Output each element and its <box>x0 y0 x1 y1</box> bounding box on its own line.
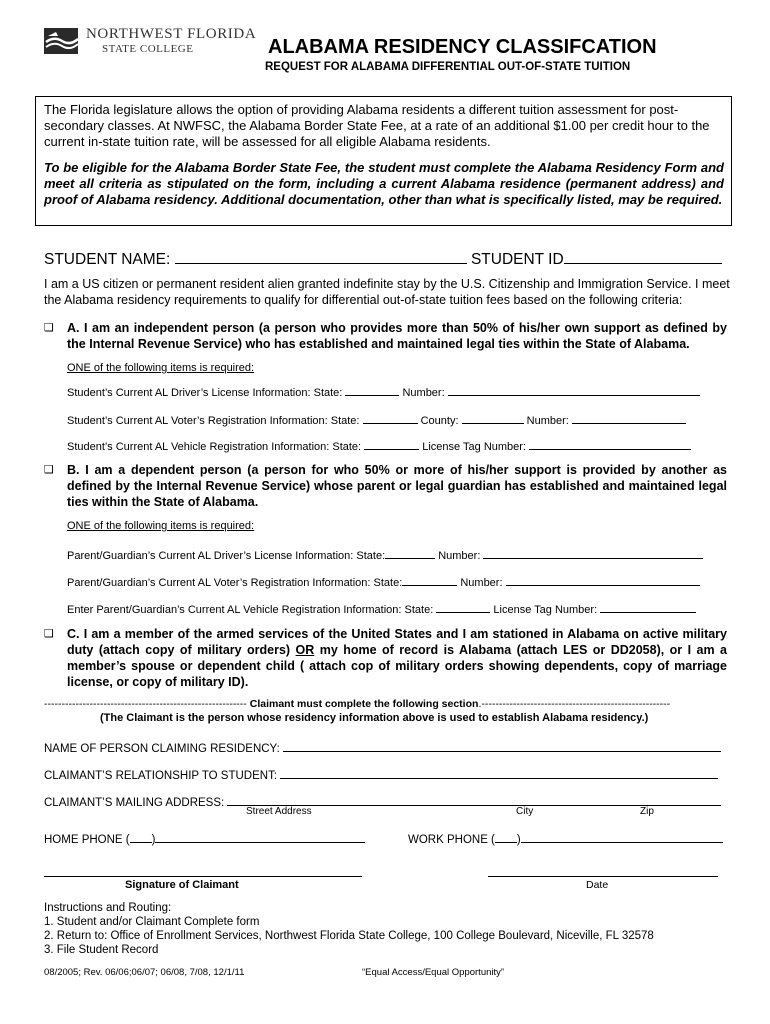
divider-dashes-left: ---------------------------------------------------------- <box>44 698 247 710</box>
number-field[interactable] <box>506 574 700 586</box>
section-b-text: B. I am a dependent person (a person for who 50% or more of his/her support is provided by another as defined by the Internal Revenue Service) whose parent or legal guardian has established and maintained legal ties within the State of Alabama. <box>67 463 727 509</box>
college-logo <box>44 24 257 64</box>
license-tag-field[interactable] <box>600 601 696 613</box>
claimant-address-row <box>44 794 721 809</box>
student-name-label: STUDENT NAME: <box>44 251 171 268</box>
row-label: Student’s Current AL Voter’s Registration Information: State: <box>67 415 360 427</box>
row-label: Number: <box>438 550 481 562</box>
city-caption: City <box>516 806 534 817</box>
row-label: License Tag Number: <box>493 604 598 616</box>
street-address-caption: Street Address <box>246 806 312 817</box>
state-field[interactable] <box>363 412 418 424</box>
state-field[interactable] <box>402 574 457 586</box>
checkbox-a[interactable]: ❑ <box>44 322 54 334</box>
logo-name-line1: NORTHWEST FLORIDA <box>86 26 257 42</box>
zip-caption: Zip <box>640 806 654 817</box>
revision-note: 08/2005; Rev. 06/06;06/07; 06/08, 7/08, 12/1/11 <box>44 967 245 978</box>
claimant-name-label: NAME OF PERSON CLAIMING RESIDENCY: <box>44 743 280 755</box>
form-title: ALABAMA RESIDENCY CLASSIFCATION <box>268 36 657 58</box>
row-label: Parent/Guardian’s Current AL Driver’s License Information: State: <box>67 550 386 562</box>
row-label: Number: <box>402 387 445 399</box>
claimant-address-field[interactable] <box>227 794 721 806</box>
college-logo-emblem-icon <box>44 28 84 56</box>
logo-name-line2: STATE COLLEGE <box>102 43 194 55</box>
work-phone-label: WORK PHONE ( <box>408 834 495 846</box>
divider-dashes-right: .------------------------------------------------------ <box>478 698 671 710</box>
checkbox-c[interactable]: ❑ <box>44 628 54 640</box>
section-a-text: A. I am an independent person (a person who provides more than 50% of his/her own support as defined by the Internal Revenue Service) who has established and maintained legal ties within the State of Alabama. <box>67 321 727 351</box>
student-id-field[interactable] <box>564 250 722 264</box>
section-c-part2: my home of record is Alabama (attach LES or DD2058), or I am a member’s spouse or dependent child ( attach cop of military orders showing dependents, copy of marriage license, or copy of military ID). <box>67 643 727 689</box>
section-b-row-2 <box>67 574 700 589</box>
section-a-row-1 <box>67 384 700 399</box>
row-label: Student’s Current AL Driver’s License Information: State: <box>67 387 343 399</box>
claimant-relationship-field[interactable] <box>280 767 718 779</box>
section-b-row-1 <box>67 547 703 562</box>
student-id-label: STUDENT ID <box>470 251 564 268</box>
checkbox-b[interactable]: ❑ <box>44 464 54 476</box>
state-field[interactable] <box>385 547 435 559</box>
equal-opportunity-note: “Equal Access/Equal Opportunity” <box>362 967 505 978</box>
home-area-code-field[interactable] <box>130 831 152 843</box>
paren-close: ) <box>516 834 521 846</box>
row-label: Enter Parent/Guardian’s Current AL Vehicle Registration Information: State: <box>67 604 434 616</box>
number-field[interactable] <box>483 547 703 559</box>
row-label: County: <box>420 415 459 427</box>
claimant-note: (The Claimant is the person whose residency information above is used to establish Alabama residency.) <box>100 712 649 724</box>
paren-close: ) <box>151 834 156 846</box>
row-label: Student’s Current AL Vehicle Registration Information: State: <box>67 441 362 453</box>
state-field[interactable] <box>364 438 419 450</box>
signature-line[interactable] <box>44 876 362 877</box>
instructions-title: Instructions and Routing: <box>44 902 172 914</box>
claimant-relationship-row <box>44 767 718 782</box>
county-field[interactable] <box>462 412 524 424</box>
section-b-row-3 <box>67 601 696 616</box>
section-a-row-2 <box>67 412 686 427</box>
section-a-row-3 <box>67 438 691 453</box>
state-field[interactable] <box>436 601 490 613</box>
form-subtitle: REQUEST FOR ALABAMA DIFFERENTIAL OUT-OF-STATE TUITION <box>265 61 631 73</box>
signature-caption: Signature of Claimant <box>125 879 239 891</box>
claimant-name-field[interactable] <box>283 740 721 752</box>
instructions <box>44 901 654 957</box>
section-c-part1: C. I am a member of the armed services of the United States and I am stationed in Alabama on active military duty (attach copy of military orders) <box>67 627 727 657</box>
row-label: License Tag Number: <box>422 441 526 453</box>
home-phone-label: HOME PHONE ( <box>44 834 130 846</box>
license-tag-field[interactable] <box>529 438 691 450</box>
row-label: Number: <box>460 577 503 589</box>
date-caption: Date <box>586 879 609 891</box>
section-c-or: OR <box>295 643 315 657</box>
intro-box <box>35 96 732 226</box>
section-c-text <box>67 626 727 690</box>
home-phone-field[interactable] <box>155 831 365 843</box>
row-label: Parent/Guardian’s Current AL Voter’s Registration Information: State: <box>67 577 403 589</box>
instruction-item: 3. File Student Record <box>44 944 159 956</box>
section-b-required: ONE of the following items is required: <box>67 520 255 532</box>
student-name-field[interactable] <box>175 250 467 264</box>
work-phone-field[interactable] <box>521 831 723 843</box>
instruction-item: 2. Return to: Office of Enrollment Services, Northwest Florida State College, 100 College Boulevard, Niceville, FL 32578 <box>44 930 654 942</box>
claimant-heading: Claimant must complete the following section <box>249 698 479 710</box>
number-field[interactable] <box>448 384 700 396</box>
residency-statement: I am a US citizen or permanent resident alien granted indefinite stay by the U.S. Citizenship and Immigration Service. I meet the Alabama residency requirements to qualify for differential out-of-state tuition fees based on the following criteria: <box>44 277 730 307</box>
claimant-address-label: CLAIMANT’S MAILING ADDRESS: <box>44 797 225 809</box>
intro-paragraph: The Florida legislature allows the option of providing Alabama residents a different tuition assessment for post-secondary classes. At NWFSC, the Alabama Border State Fee, at a rate of an additional $1.00 per credit hour to the current in-state tuition rate, will be assessed for all eligible Alabama residents. <box>44 102 710 149</box>
claimant-relationship-label: CLAIMANT’S RELATIONSHIP TO STUDENT: <box>44 770 278 782</box>
home-phone-row <box>44 831 365 846</box>
claimant-divider <box>44 698 670 710</box>
eligibility-paragraph: To be eligible for the Alabama Border State Fee, the student must complete the Alabama Residency Form and meet all criteria as stipulated on the form, including a current Alabama residence (permanent address) and proof of Alabama residency. Additional documentation, other than what is specifically listed, may be required. <box>44 160 724 207</box>
work-phone-row <box>408 831 723 846</box>
instruction-item: 1. Student and/or Claimant Complete form <box>44 916 260 928</box>
work-area-code-field[interactable] <box>495 831 517 843</box>
section-a-required: ONE of the following items is required: <box>67 362 255 374</box>
date-line[interactable] <box>488 876 718 877</box>
claimant-name-row <box>44 740 721 755</box>
student-line <box>44 250 722 269</box>
number-field[interactable] <box>572 412 686 424</box>
row-label: Number: <box>526 415 569 427</box>
state-field[interactable] <box>345 384 399 396</box>
